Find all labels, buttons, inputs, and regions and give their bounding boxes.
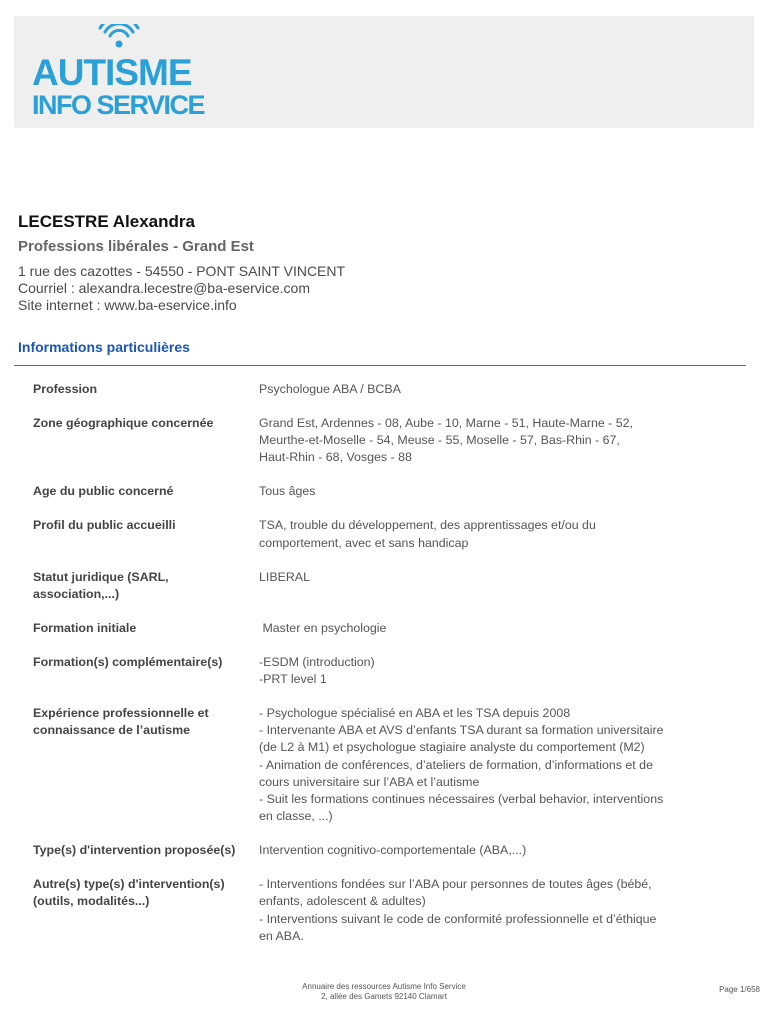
row-value: Intervention cognitivo-comportementale (ABA,...) [259, 843, 527, 858]
info-row-experience [33, 705, 733, 825]
row-value: Tous âges [259, 484, 316, 499]
email-line: Courriel : alexandra.lecestre@ba-eservice.com [18, 280, 310, 296]
footer-line-2: 2, allée des Gamets 92140 Clamart [321, 992, 447, 1001]
row-value: Grand Est, Ardennes - 08, Aube - 10, Marne - 51, Haute-Marne - 52, Meurthe-et-Moselle - 54, Meuse - 55, Moselle - 57, Bas-Rhin - 67, Haut-Rhin - 68, Vosges - 88 [259, 416, 633, 465]
row-label: Age du public concerné [33, 484, 174, 499]
address-line: 1 rue des cazottes - 54550 - PONT SAINT VINCENT [18, 263, 346, 279]
info-row-zone [33, 415, 733, 467]
row-label: Formation(s) complémentaire(s) [33, 654, 223, 669]
row-label: Profil du public accueilli [33, 518, 176, 533]
row-label: Zone géographique concernée [33, 416, 214, 430]
row-label: Type(s) d'intervention proposée(s) [33, 843, 236, 858]
row-value: Master en psychologie [259, 620, 387, 635]
person-category: Professions libérales - Grand Est [18, 238, 254, 255]
logo-line-2: INFO SERVICE [32, 90, 205, 119]
row-value: - Psychologue spécialisé en ABA et les TSA depuis 2008 - Intervenante ABA et AVS d’enfants TSA durant sa formation universitaire (de L2 à M1) et psychologue stagiaire analyste du comportement (M2) - Animation de conférences, d’ateliers de formation, d’informations et de cours universitaire sur l’ABA et l’autisme - Suit les formations continues nécessaires (verbal behavior, interventions en classe, ...) [259, 706, 664, 824]
info-row-profession [33, 381, 733, 398]
logo-graphic [30, 24, 210, 119]
website-line: Site internet : www.ba-eservice.info [18, 297, 237, 313]
row-value: -ESDM (introduction) -PRT level 1 [259, 654, 375, 687]
info-row-intervention [33, 842, 733, 859]
section-title: Informations particulières [18, 339, 190, 355]
row-label: Statut juridique (SARL, association,...) [33, 569, 169, 601]
autisme-info-service-logo [30, 24, 210, 119]
info-table [33, 381, 733, 962]
row-value: Psychologue ABA / BCBA [259, 382, 401, 396]
row-value: LIBERAL [259, 569, 310, 584]
page-number: Page 1/658 [719, 985, 760, 994]
row-label: Profession [33, 382, 98, 396]
info-row-autres-interventions [33, 876, 733, 945]
row-value: - Interventions fondées sur l’ABA pour personnes de toutes âges (bébé, enfants, adolescent & adultes) - Interventions suivant le code de conformité professionnelle et d’éthique en ABA. [259, 877, 657, 943]
row-label: Formation initiale [33, 620, 137, 635]
section-divider [14, 365, 746, 366]
wifi-icon [100, 24, 138, 36]
info-row-age [33, 483, 733, 500]
person-name: LECESTRE Alexandra [18, 212, 195, 231]
info-row-profil [33, 517, 733, 551]
row-label: Autre(s) type(s) d'intervention(s) (outils, modalités...) [33, 877, 225, 909]
footer-line-1: Annuaire des ressources Autisme Info Service [302, 982, 466, 991]
row-label: Expérience professionnelle et connaissance de l’autisme [33, 706, 209, 738]
row-value: TSA, trouble du développement, des apprentissages et/ou du comportement, avec et sans handicap [259, 518, 596, 550]
contact-block [18, 263, 345, 314]
footer-address [0, 982, 768, 1002]
info-row-statut [33, 569, 733, 603]
info-row-formation-initiale [33, 620, 733, 637]
logo-line-1: AUTISME [32, 52, 192, 93]
info-row-formation-complementaire [33, 654, 733, 688]
